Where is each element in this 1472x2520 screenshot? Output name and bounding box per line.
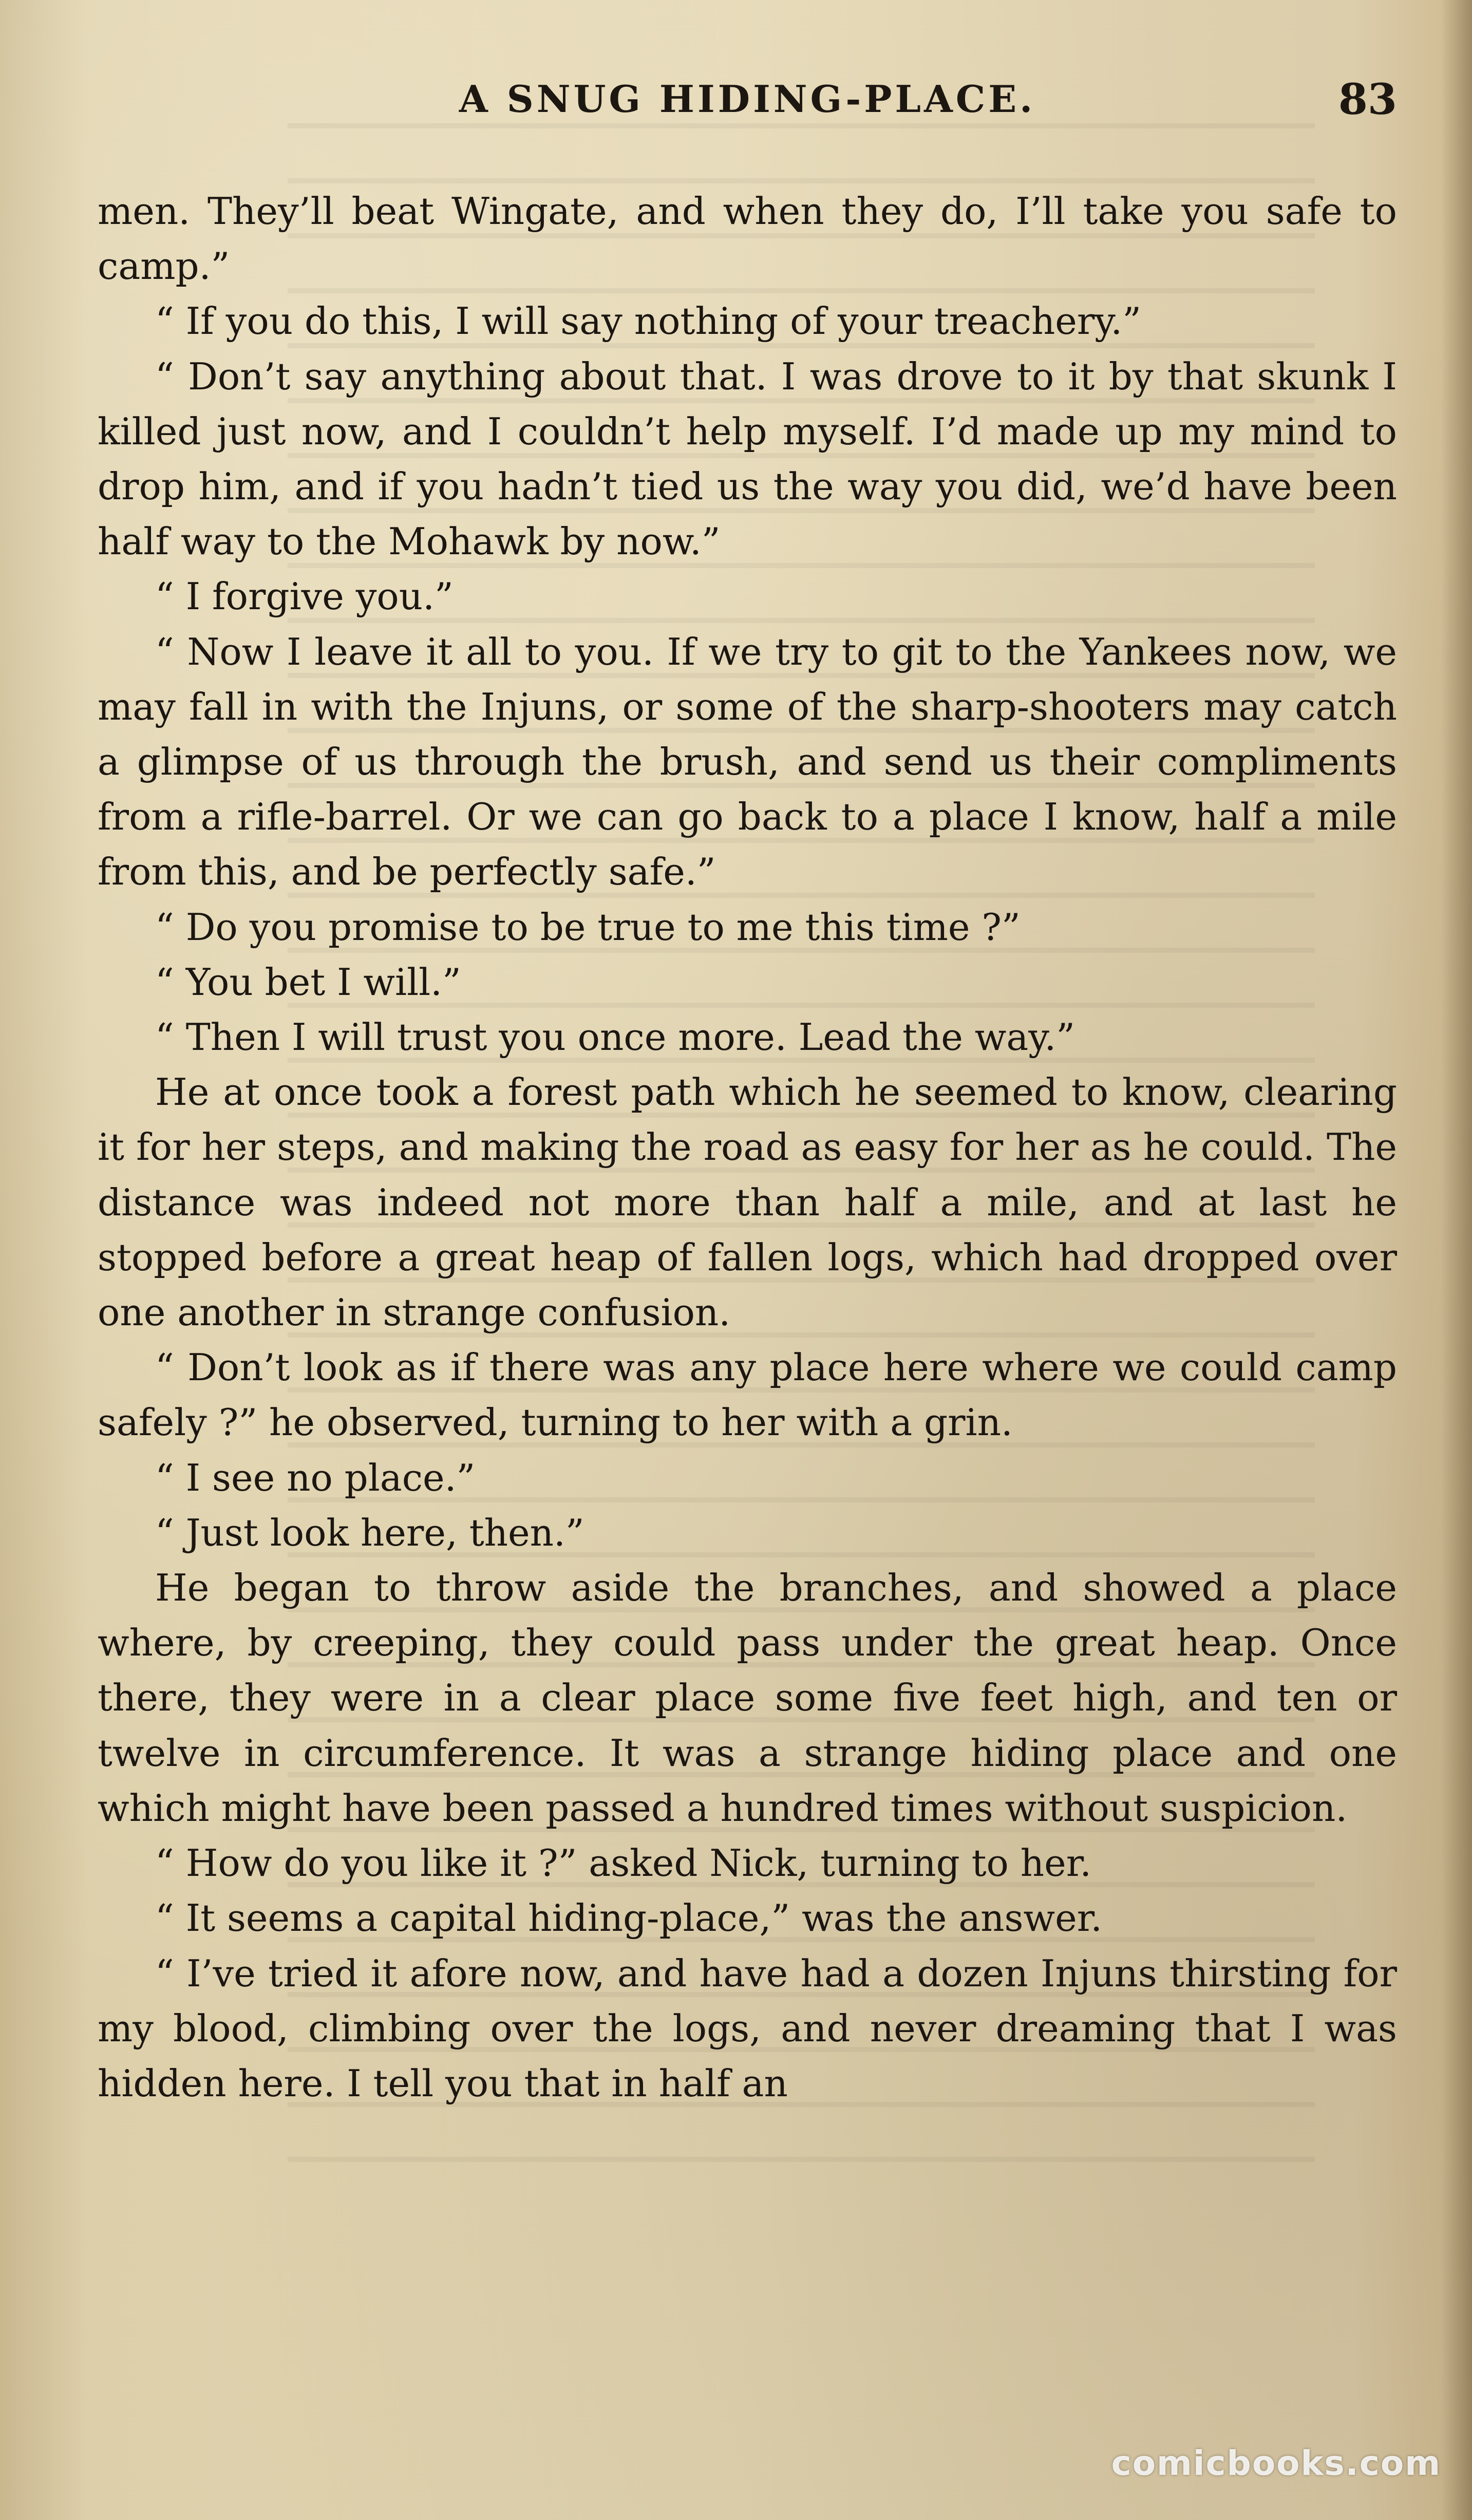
- paragraph: “ Now I leave it all to you. If we try to git to the Yankees now, we may fall in with the Injuns, or some of the sharp-shooters may catch a glimpse of us through the brush, and send us their compliments from a rifle-barrel. Or we can go back to a place I know, half a mile from this, and be perfectly safe.”: [98, 630, 1397, 894]
- paragraph: “ Then I will trust you once more. Lead the way.”: [155, 1015, 1075, 1059]
- paragraph: “ You bet I will.”: [155, 960, 461, 1004]
- paragraph: “ I forgive you.”: [155, 575, 454, 618]
- paragraph: “ Just look here, then.”: [155, 1511, 584, 1554]
- paragraph: “ How do you like it ?” asked Nick, turning to her.: [155, 1841, 1092, 1885]
- paragraph: “ Do you promise to be true to me this time ?”: [155, 905, 1021, 949]
- paragraph: He at once took a forest path which he seemed to know, clearing it for her steps, and making the road as easy for her as he could. The distance was indeed not more than half a mile, and at last he stopped before a great heap of fallen logs, which had dropped over one another in strange confusion.: [98, 1070, 1397, 1334]
- paragraph: “ I see no place.”: [155, 1456, 476, 1499]
- paragraph: “ Don’t say anything about that. I was drove to it by that skunk I killed just now, and I couldn’t help myself. I’d made up my mind to drop him, and if you hadn’t tied us the way you did, we’d have been half way to the Mohawk by now.”: [98, 354, 1397, 563]
- paragraph: “ If you do this, I will say nothing of your treachery.”: [155, 299, 1142, 343]
- page-number: 83: [1338, 75, 1397, 124]
- paragraph: “ It seems a capital hiding-place,” was the answer.: [155, 1896, 1103, 1940]
- page-edge-shadow: [1441, 0, 1472, 2520]
- paragraph: “ Don’t look as if there was any place here where we could camp safely ?” he observed, turning to her with a grin.: [98, 1346, 1397, 1444]
- running-title: A SNUG HIDING-PLACE.: [459, 77, 1036, 121]
- paragraph: men. They’ll beat Wingate, and when they do, I’ll take you safe to camp.”: [98, 190, 1397, 288]
- running-head: [98, 77, 1397, 134]
- paragraph: “ I’ve tried it afore now, and have had a dozen Injuns thirsting for my blood, climbing over the logs, and never dreaming that I was hidden here. I tell you that in half an: [98, 1951, 1397, 2105]
- paragraph: He began to throw aside the branches, and showed a place where, by creeping, they could pass under the great heap. Once there, they were in a clear place some five feet high, and ten or twelve in circumference. It was a strange hiding place and one which might have been passed a hundred times without suspicion.: [98, 1566, 1397, 1830]
- watermark: comicbooks.com: [1111, 2443, 1441, 2483]
- body-text: [98, 184, 1397, 2372]
